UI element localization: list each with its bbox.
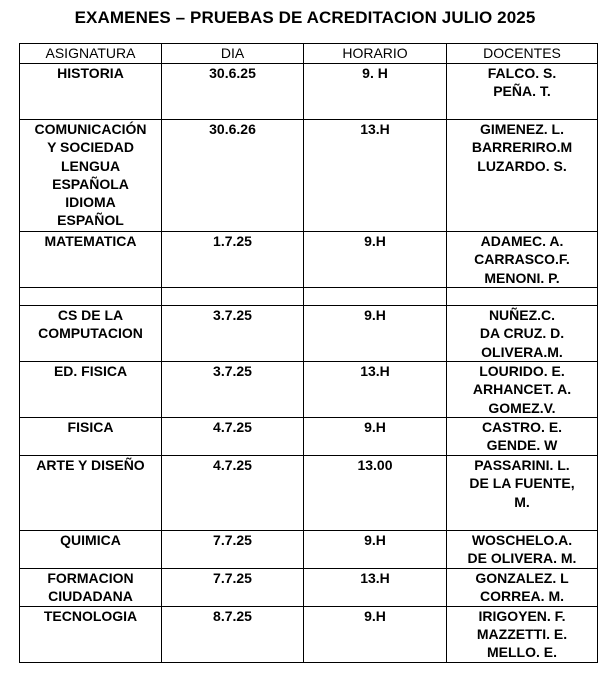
- docente-name: MAZZETTI. E.: [476, 625, 568, 642]
- table-row: [20, 64, 598, 120]
- horario-cell: [304, 606, 447, 662]
- dia-value: 30.6.26: [209, 121, 256, 137]
- horario-cell: [304, 418, 447, 456]
- docentes-cell: [447, 120, 598, 232]
- docente-name: ARHANCET. A.: [472, 381, 572, 398]
- asignatura-cell: [20, 531, 162, 569]
- docentes-cell: [447, 64, 598, 120]
- horario-cell: [304, 531, 447, 569]
- horario-cell: [304, 232, 447, 288]
- asignatura-cell: [20, 120, 162, 232]
- asignatura-line: ESPAÑOLA: [52, 175, 129, 192]
- table-row: [20, 568, 598, 606]
- asignatura-line: Y SOCIEDAD: [47, 139, 134, 156]
- dia-cell: [162, 306, 304, 362]
- asignatura-line: HISTORIA: [57, 65, 124, 81]
- docente-name: GONZALEZ. L: [475, 569, 569, 586]
- horario-value: 9.H: [364, 419, 386, 435]
- asignatura-cell: [20, 568, 162, 606]
- dia-value: 7.7.25: [213, 569, 252, 586]
- docente-name: PEÑA. T.: [493, 83, 551, 100]
- docente-name: PASSARINI. L.: [474, 457, 570, 473]
- docentes-cell: [447, 362, 598, 418]
- asignatura-line: FISICA: [67, 419, 114, 435]
- dia-cell: [162, 531, 304, 569]
- docente-name: ADAMEC. A.: [480, 233, 564, 249]
- asignatura-cell: [20, 64, 162, 120]
- asignatura-line: CS DE LA: [57, 307, 124, 323]
- docente-name: CARRASCO.F.: [474, 251, 570, 268]
- docente-name: WOSCHELO.A.: [471, 532, 573, 548]
- horario-value: 13.H: [360, 569, 390, 586]
- docente-name: IRIGOYEN. F.: [478, 607, 566, 624]
- dia-value: 4.7.25: [213, 419, 252, 435]
- table-row: [20, 418, 598, 456]
- table-row: [20, 288, 598, 306]
- dia-value: 3.7.25: [213, 363, 252, 379]
- dia-value: 4.7.25: [213, 457, 252, 473]
- horario-value: 9.H: [364, 532, 386, 548]
- docente-name: BARRERIRO.M: [471, 139, 573, 156]
- table-row: [20, 606, 598, 662]
- table-row: [20, 456, 598, 531]
- docentes-cell: [447, 456, 598, 531]
- horario-cell: [304, 362, 447, 418]
- docentes-cell: [447, 288, 598, 306]
- asignatura-cell: [20, 306, 162, 362]
- asignatura-line: IDIOMA: [65, 194, 116, 211]
- horario-cell: [304, 120, 447, 232]
- horario-value: 13.H: [360, 363, 390, 379]
- asignatura-line: QUIMICA: [60, 532, 121, 548]
- table-header-row: [20, 44, 598, 64]
- asignatura-cell: [20, 288, 162, 306]
- asignatura-cell: [20, 418, 162, 456]
- dia-cell: [162, 418, 304, 456]
- docente-name: MELLO. E.: [487, 644, 557, 661]
- asignatura-line: ED. FISICA: [53, 363, 128, 379]
- asignatura-line: COMPUTACION: [38, 325, 143, 342]
- docente-name: GENDE. W: [486, 437, 558, 454]
- asignatura-line: CIUDADANA: [48, 587, 133, 604]
- docente-name: NUÑEZ.C.: [488, 307, 556, 323]
- docente-name: CASTRO. E.: [481, 419, 563, 435]
- docente-name: LOURIDO. E.: [479, 363, 565, 379]
- dia-value: 7.7.25: [213, 532, 252, 548]
- asignatura-line: FORMACION: [47, 569, 134, 586]
- docentes-cell: [447, 306, 598, 362]
- horario-value: 9.H: [364, 607, 386, 624]
- dia-value: 3.7.25: [213, 307, 252, 323]
- horario-cell: [304, 288, 447, 306]
- header-horario: HORARIO: [304, 44, 447, 64]
- docente-name: DE LA FUENTE,: [469, 475, 575, 492]
- horario-value: 9. H: [362, 65, 388, 81]
- asignatura-line: LENGUA: [60, 157, 121, 174]
- header-dia: DIA: [162, 44, 304, 64]
- table-row: [20, 531, 598, 569]
- horario-value: 9.H: [364, 307, 386, 323]
- dia-cell: [162, 64, 304, 120]
- dia-value: 8.7.25: [213, 607, 252, 624]
- horario-cell: [304, 568, 447, 606]
- asignatura-line: TECNOLOGIA: [43, 607, 138, 624]
- dia-cell: [162, 456, 304, 531]
- docente-name: GOMEZ.V.: [488, 399, 556, 416]
- docentes-cell: [447, 232, 598, 288]
- horario-cell: [304, 306, 447, 362]
- docente-name: GIMENEZ. L.: [480, 121, 564, 137]
- table-row: [20, 120, 598, 232]
- docente-name: DE OLIVERA. M.: [467, 550, 577, 567]
- dia-value: 1.7.25: [213, 233, 252, 249]
- asignatura-line: MATEMATICA: [44, 233, 137, 249]
- dia-cell: [162, 568, 304, 606]
- dia-cell: [162, 288, 304, 306]
- dia-cell: [162, 120, 304, 232]
- table-row: [20, 306, 598, 362]
- asignatura-cell: [20, 362, 162, 418]
- docentes-cell: [447, 418, 598, 456]
- docente-name: M.: [514, 493, 530, 510]
- docentes-cell: [447, 531, 598, 569]
- docentes-cell: [447, 606, 598, 662]
- table-row: [20, 362, 598, 418]
- header-asignatura: ASIGNATURA: [20, 44, 162, 64]
- dia-value: 30.6.25: [209, 65, 256, 81]
- docente-name: MENONI. P.: [484, 269, 560, 286]
- dia-cell: [162, 232, 304, 288]
- asignatura-cell: [20, 456, 162, 531]
- asignatura-line: ESPAÑOL: [57, 212, 124, 229]
- docente-name: CORREA. M.: [480, 587, 564, 604]
- header-docentes: DOCENTES: [447, 44, 598, 64]
- docente-name: DA CRUZ. D.: [479, 325, 565, 342]
- dia-cell: [162, 362, 304, 418]
- docente-name: LUZARDO. S.: [477, 157, 567, 174]
- horario-value: 13.H: [360, 121, 390, 137]
- asignatura-cell: [20, 606, 162, 662]
- asignatura-line: COMUNICACIÓN: [34, 121, 147, 137]
- exam-schedule-table: [19, 43, 598, 663]
- horario-value: 9.H: [364, 233, 386, 249]
- asignatura-cell: [20, 232, 162, 288]
- horario-cell: [304, 456, 447, 531]
- asignatura-line: ARTE Y DISEÑO: [36, 457, 145, 473]
- page-title: EXAMENES – PRUEBAS DE ACREDITACION JULIO 2025: [74, 8, 536, 27]
- dia-cell: [162, 606, 304, 662]
- horario-cell: [304, 64, 447, 120]
- docente-name: FALCO. S.: [487, 65, 557, 81]
- docente-name: OLIVERA.M.: [481, 343, 563, 360]
- horario-value: 13.00: [357, 457, 393, 473]
- table-row: [20, 232, 598, 288]
- docentes-cell: [447, 568, 598, 606]
